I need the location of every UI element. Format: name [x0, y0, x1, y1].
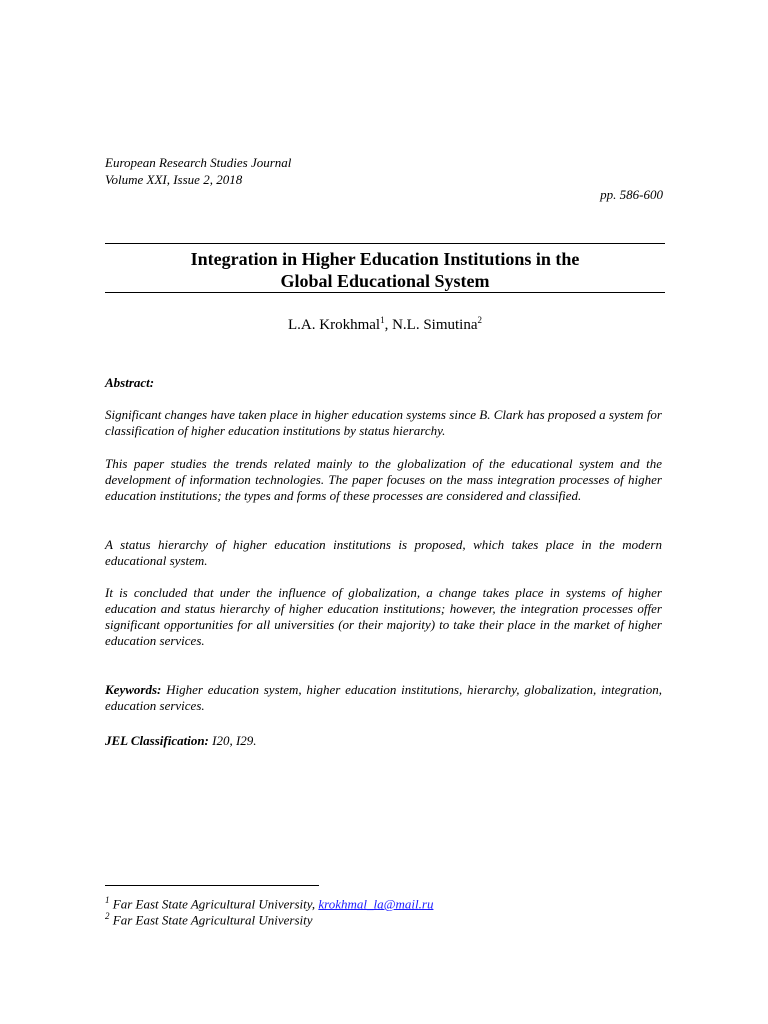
footnote: [105, 908, 313, 928]
jel-label: JEL Classification:: [105, 733, 209, 748]
journal-name: European Research Studies Journal: [105, 155, 292, 170]
abstract-paragraph: It is concluded that under the influence of globalization, a change takes place in systems of higher education and status hierarchy of higher education institutions; however, the integration processes offer significant opportunities for all universities (or their majority) to take their place in the market of higher education services.: [105, 585, 662, 648]
footnote-text: Far East State Agricultural University: [109, 912, 313, 928]
footnote-mark: 2: [105, 911, 110, 921]
title-rule-bottom: [105, 292, 665, 293]
keywords: [105, 682, 662, 714]
abstract-heading: Abstract:: [105, 375, 155, 390]
journal-volume: Volume XXI, Issue 2, 2018: [105, 172, 243, 187]
jel-classification: [105, 733, 662, 749]
abstract-paragraph: A status hierarchy of higher education institutions is proposed, which takes place in the modern educational system.: [105, 537, 662, 568]
author-email-link[interactable]: krokhmal_la@mail.ru: [318, 896, 434, 912]
paper-title: [105, 248, 665, 292]
title-line-1: Integration in Higher Education Institutions in the: [190, 249, 580, 269]
abstract-paragraph: This paper studies the trends related mainly to the globalization of the educational system and the development of information technologies. The paper focuses on the mass integration processes of higher education institutions; the types and forms of these processes are considered and classified.: [105, 456, 662, 503]
author-list: [105, 315, 665, 334]
author-separator: ,: [384, 317, 393, 333]
page-range: pp. 586-600: [600, 187, 663, 202]
title-rule-top: [105, 243, 665, 244]
author-affiliation-mark: 2: [477, 315, 482, 325]
author-name: L.A. Krokhmal: [288, 317, 381, 333]
footnote-text: Far East State Agricultural University,: [109, 896, 319, 912]
footnote-mark: 1: [105, 895, 110, 905]
footnote-rule: [105, 885, 319, 886]
abstract-paragraph: Significant changes have taken place in higher education systems since B. Clark has proposed a system for classification of higher education institutions by status hierarchy.: [105, 407, 662, 438]
keywords-label: Keywords:: [105, 682, 162, 697]
author-name: N.L. Simutina: [392, 317, 478, 333]
author-affiliation-mark: 1: [380, 315, 385, 325]
jel-codes: I20, I29.: [208, 733, 257, 748]
keywords-text: Higher education system, higher education institutions, hierarchy, globalization, integration, education services.: [105, 682, 662, 713]
title-line-2: Global Educational System: [280, 271, 490, 291]
journal-header: [105, 154, 291, 188]
